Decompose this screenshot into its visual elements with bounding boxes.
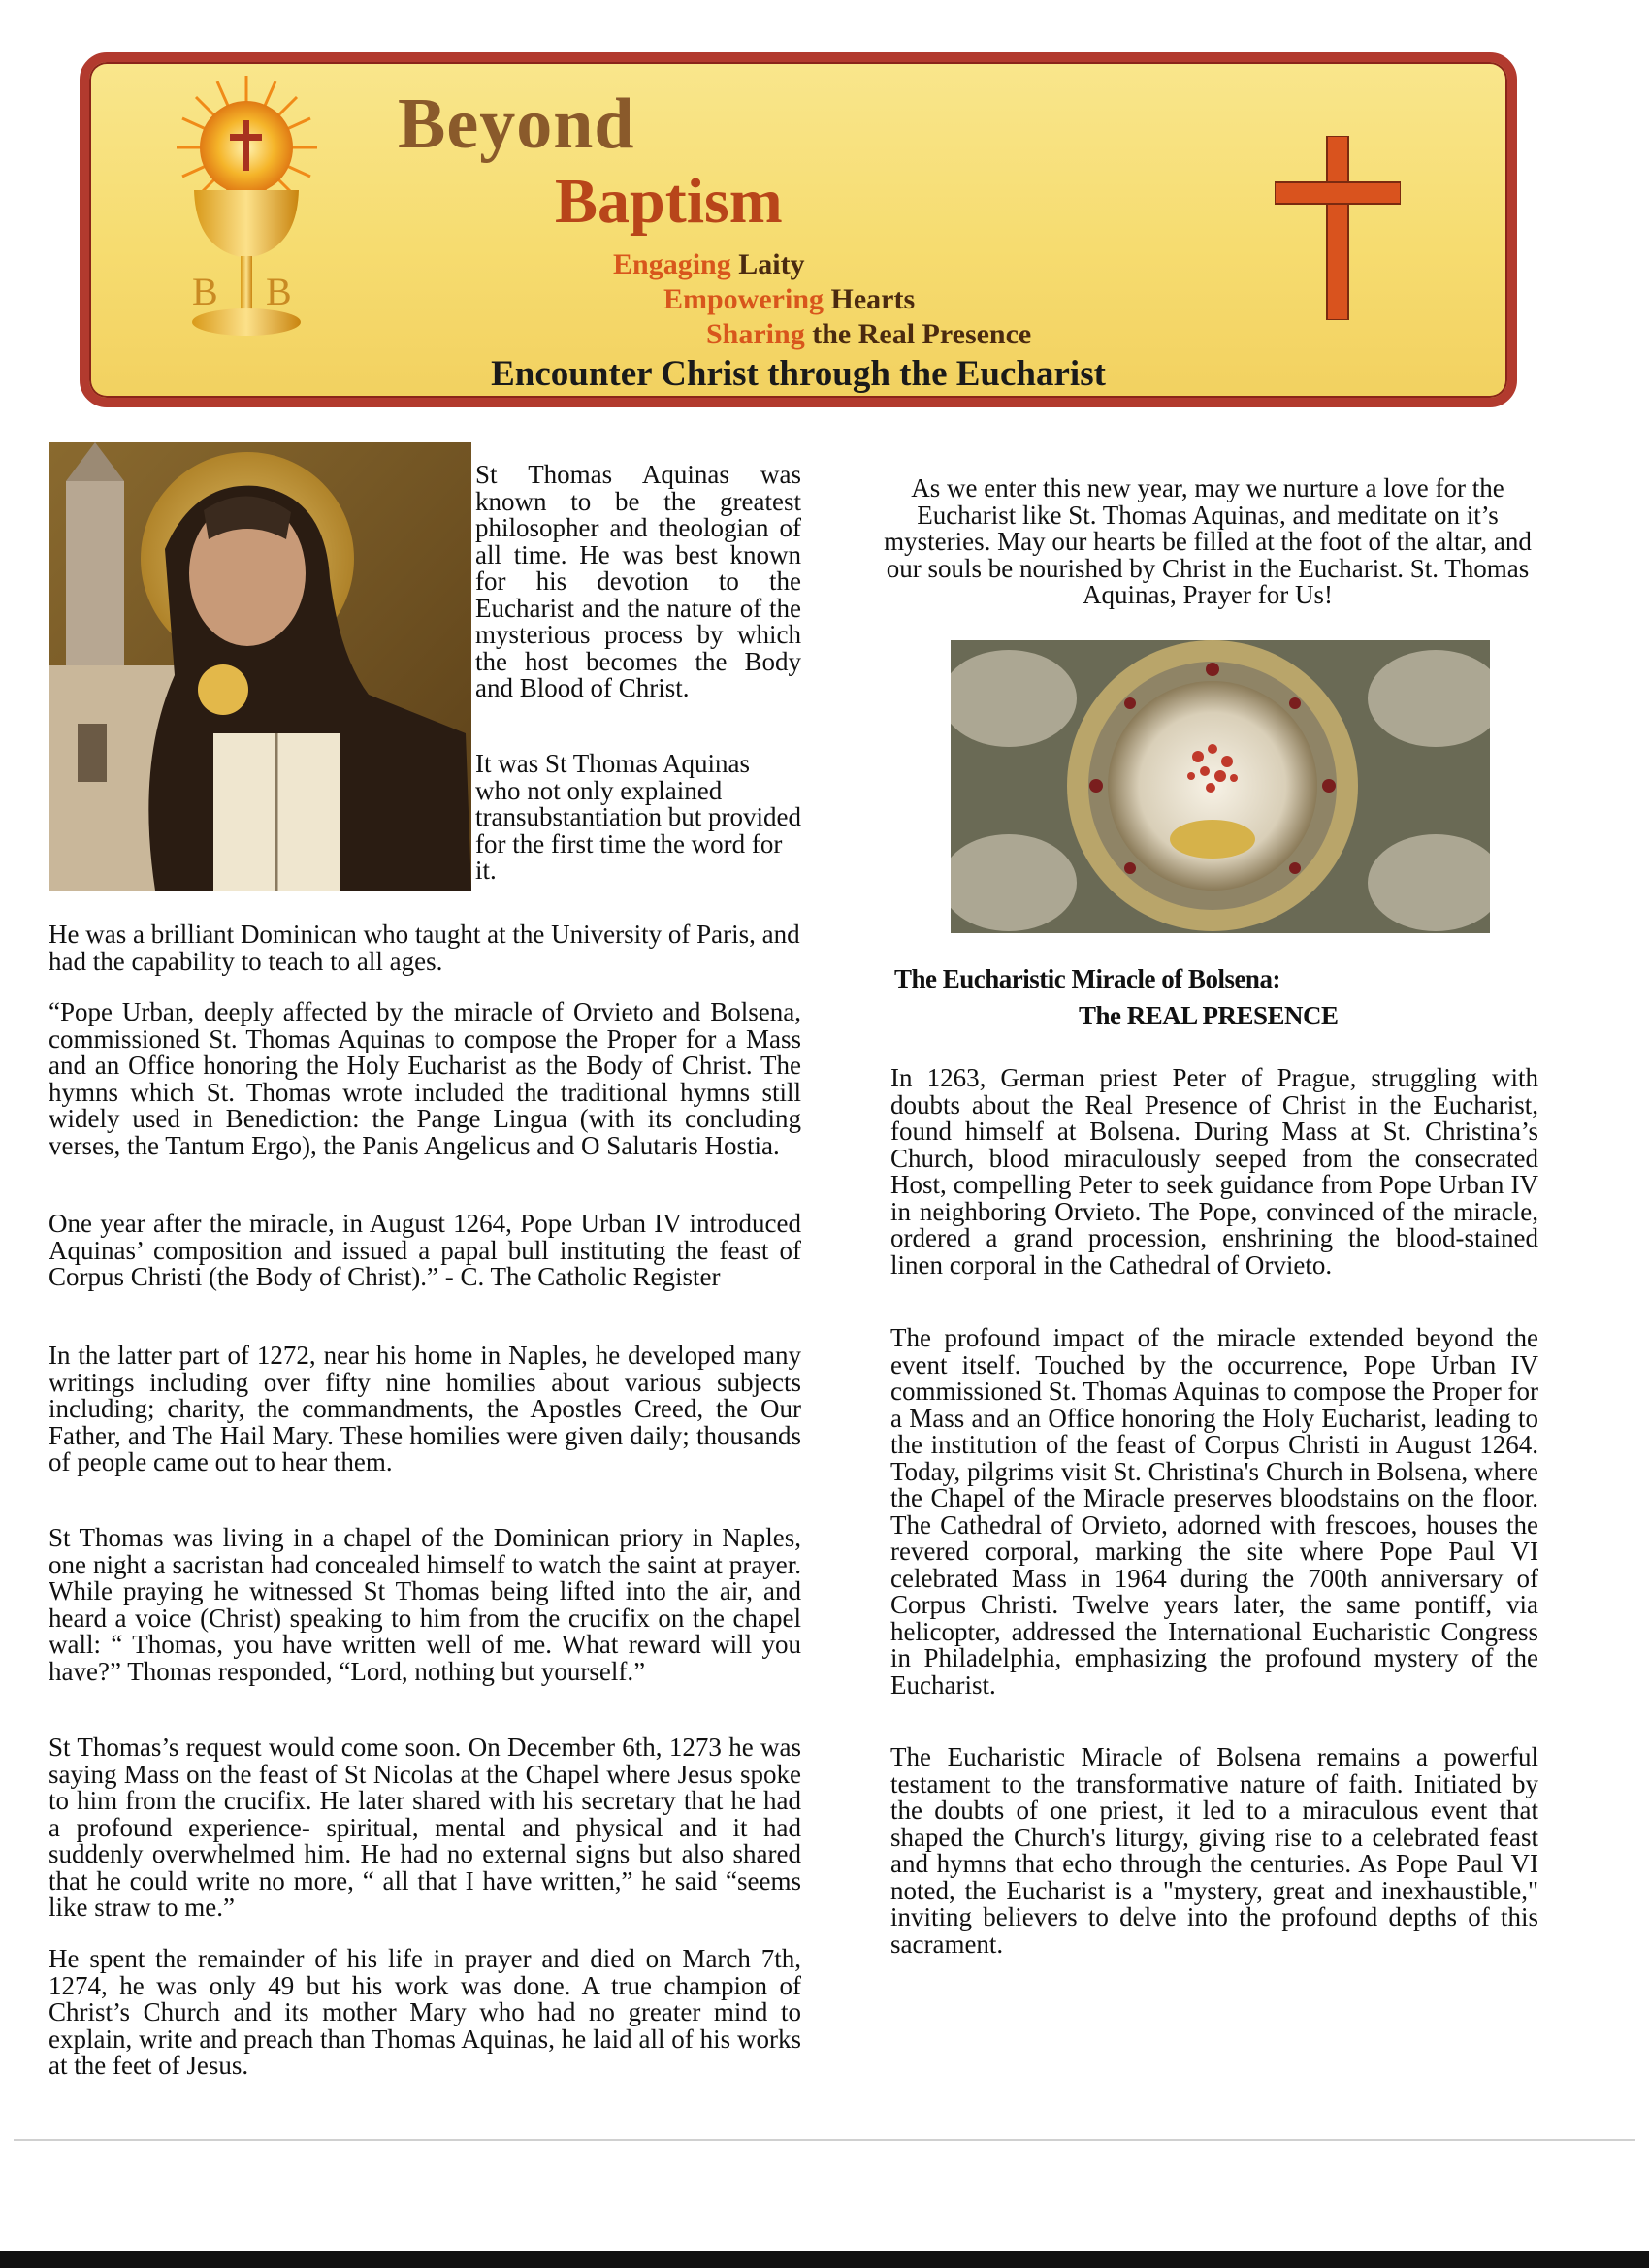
paragraph-aquinas-intro: St Thomas Aquinas was known to be the greatest philosopher and theologian of all time. He was best known for his devotion to the Eucharist and the nature of the mysterious process by which the host becomes the Body and Blood of Christ. <box>475 460 801 702</box>
newsletter-title-line2: Baptism <box>555 166 783 237</box>
section-heading-real-presence: The REAL PRESENCE <box>1079 1001 1339 1030</box>
chalice-logo-icon <box>147 72 346 363</box>
paragraph-chapel-vision: St Thomas was living in a chapel of the Dominican priory in Naples, one night a sacristan had concealed himself to watch the saint at prayer. While praying he witnessed St Thomas being lifted into the air, and heard a voice (Christ) speaking to him from the crucifix on the chapel wall: “ Thomas, you have written well of me. What reward will you have?” Thomas responded, “Lord, nothing but yourself.” <box>48 1523 801 1686</box>
paragraph-naples-writings: In the latter part of 1272, near his home in Naples, he developed many writings including over fifty nine homilies about various subjects including; charity, the commandments, the Apostles Creed, the Our Father, and The Hail Mary. These homilies were given daily; thousands of people came out to hear them. <box>48 1341 801 1476</box>
paragraph-pope-urban: “Pope Urban, deeply affected by the miracle of Orvieto and Bolsena, commissioned St. Thomas Aquinas to compose the Proper for a Mass and an Office honoring the Holy Eucharist as the Body of Christ. The hymns which St. Thomas wrote included the traditional hymns still widely used in Benediction: the Pange Lingua (with its concluding verses, the Tantum Ergo), the Panis Angelicus and O Salutaris Hostia. <box>48 997 801 1160</box>
paragraph-december-mass: St Thomas’s request would come soon. On December 6th, 1273 he was saying Mass on the feast of St Nicolas at the Chapel where Jesus spoke to him from the crucifix. He later shared with his secretary that he had a profound experience- spiritual, mental and physical and it had suddenly overwhelmed him. He had no external signs but also shared that he could write no more, “ all that I have written,” he said “seems like straw to me.” <box>48 1733 801 1922</box>
section-heading-bolsena: The Eucharistic Miracle of Bolsena: <box>894 964 1280 993</box>
paragraph-bolsena-miracle: In 1263, German priest Peter of Prague, struggling with doubts about the Real Presence of Christ in the Eucharist, found himself at Bolsena. During Mass at St. Christina’s Church, blood miraculously seeped from the consecrated Host, compelling Peter to seek guidance from Pope Urban IV in neighboring Orvieto. The Pope, convinced of the miracle, ordered a grand procession, enshrining the blood-stained linen corporal in the Cathedral of Orvieto. <box>890 1063 1538 1280</box>
banner-subtitle: Encounter Christ through the Eucharist <box>491 354 1106 394</box>
tagline-1: Engaging Laity <box>613 248 805 280</box>
svg-text:B: B <box>192 270 218 313</box>
header-banner <box>80 52 1517 407</box>
paragraph-final-years: He spent the remainder of his life in prayer and died on March 7th, 1274, he was only 49 but his work was done. A true champion of Christ’s Church and its mother Mary who had no greater mind to explain, write and preach than Thomas Aquinas, he laid all of his works at the feet of Jesus. <box>48 1944 801 2080</box>
cross-icon <box>1275 136 1401 320</box>
paragraph-new-year-prayer: As we enter this new year, may we nurture a love for the Eucharist like St. Thomas Aquinas, and meditate on it’s mysteries. May our hearts be filled at the foot of the altar, and our souls be nourished by Christ in the Eucharist. St. Thomas Aquinas, Prayer for Us! <box>884 473 1532 609</box>
page-divider <box>14 2139 1635 2141</box>
newsletter-title-line1: Beyond <box>398 84 635 164</box>
paragraph-transubstantiation: It was St Thomas Aquinas who not only explained transubstantiation but provided for the first time the word for it. <box>475 749 801 885</box>
saint-thomas-aquinas-painting <box>48 442 471 891</box>
paragraph-profound-impact: The profound impact of the miracle extended beyond the event itself. Touched by the occurrence, Pope Urban IV commissioned St. Thomas Aquinas to compose the Proper for a Mass and an Office honoring the Holy Eucharist, leading to the institution of the feast of Corpus Christi in August 1264. Today, pilgrims visit St. Christina's Church in Bolsena, where the Chapel of the Miracle preserves bloodstains on the floor. The Cathedral of Orvieto, adorned with frescoes, houses the revered corporal, marking the site where Pope Paul VI celebrated Mass in 1964 during the 700th anniversary of Corpus Christi. Twelve years later, the same pontiff, via helicopter, addressed the International Eucharistic Congress in Philadelphia, emphasizing the profound mystery of the Eucharist. <box>890 1323 1538 1700</box>
tagline-3: Sharing the Real Presence <box>706 318 1032 350</box>
svg-text:B: B <box>266 270 292 313</box>
monstrance-relic-photo <box>951 640 1490 933</box>
scan-edge-bar <box>0 2251 1649 2268</box>
paragraph-powerful-testament: The Eucharistic Miracle of Bolsena remains a powerful testament to the transformative nature of faith. Initiated by the doubts of one priest, it led to a miraculous event that shaped the Church's liturgy, giving rise to a celebrated feast and hymns that echo through the centuries. As Pope Paul VI noted, the Eucharist is a "mystery, great and inexhaustible," inviting believers to delve into the profound depths of this sacrament. <box>890 1742 1538 1959</box>
tagline-2: Empowering Hearts <box>663 283 916 315</box>
paragraph-one-year-after: One year after the miracle, in August 1264, Pope Urban IV introduced Aquinas’ composition and issued a papal bull instituting the feast of Corpus Christi (the Body of Christ).” - C. The Catholic Register <box>48 1209 801 1291</box>
paragraph-dominican: He was a brilliant Dominican who taught at the University of Paris, and had the capability to teach to all ages. <box>48 920 800 976</box>
